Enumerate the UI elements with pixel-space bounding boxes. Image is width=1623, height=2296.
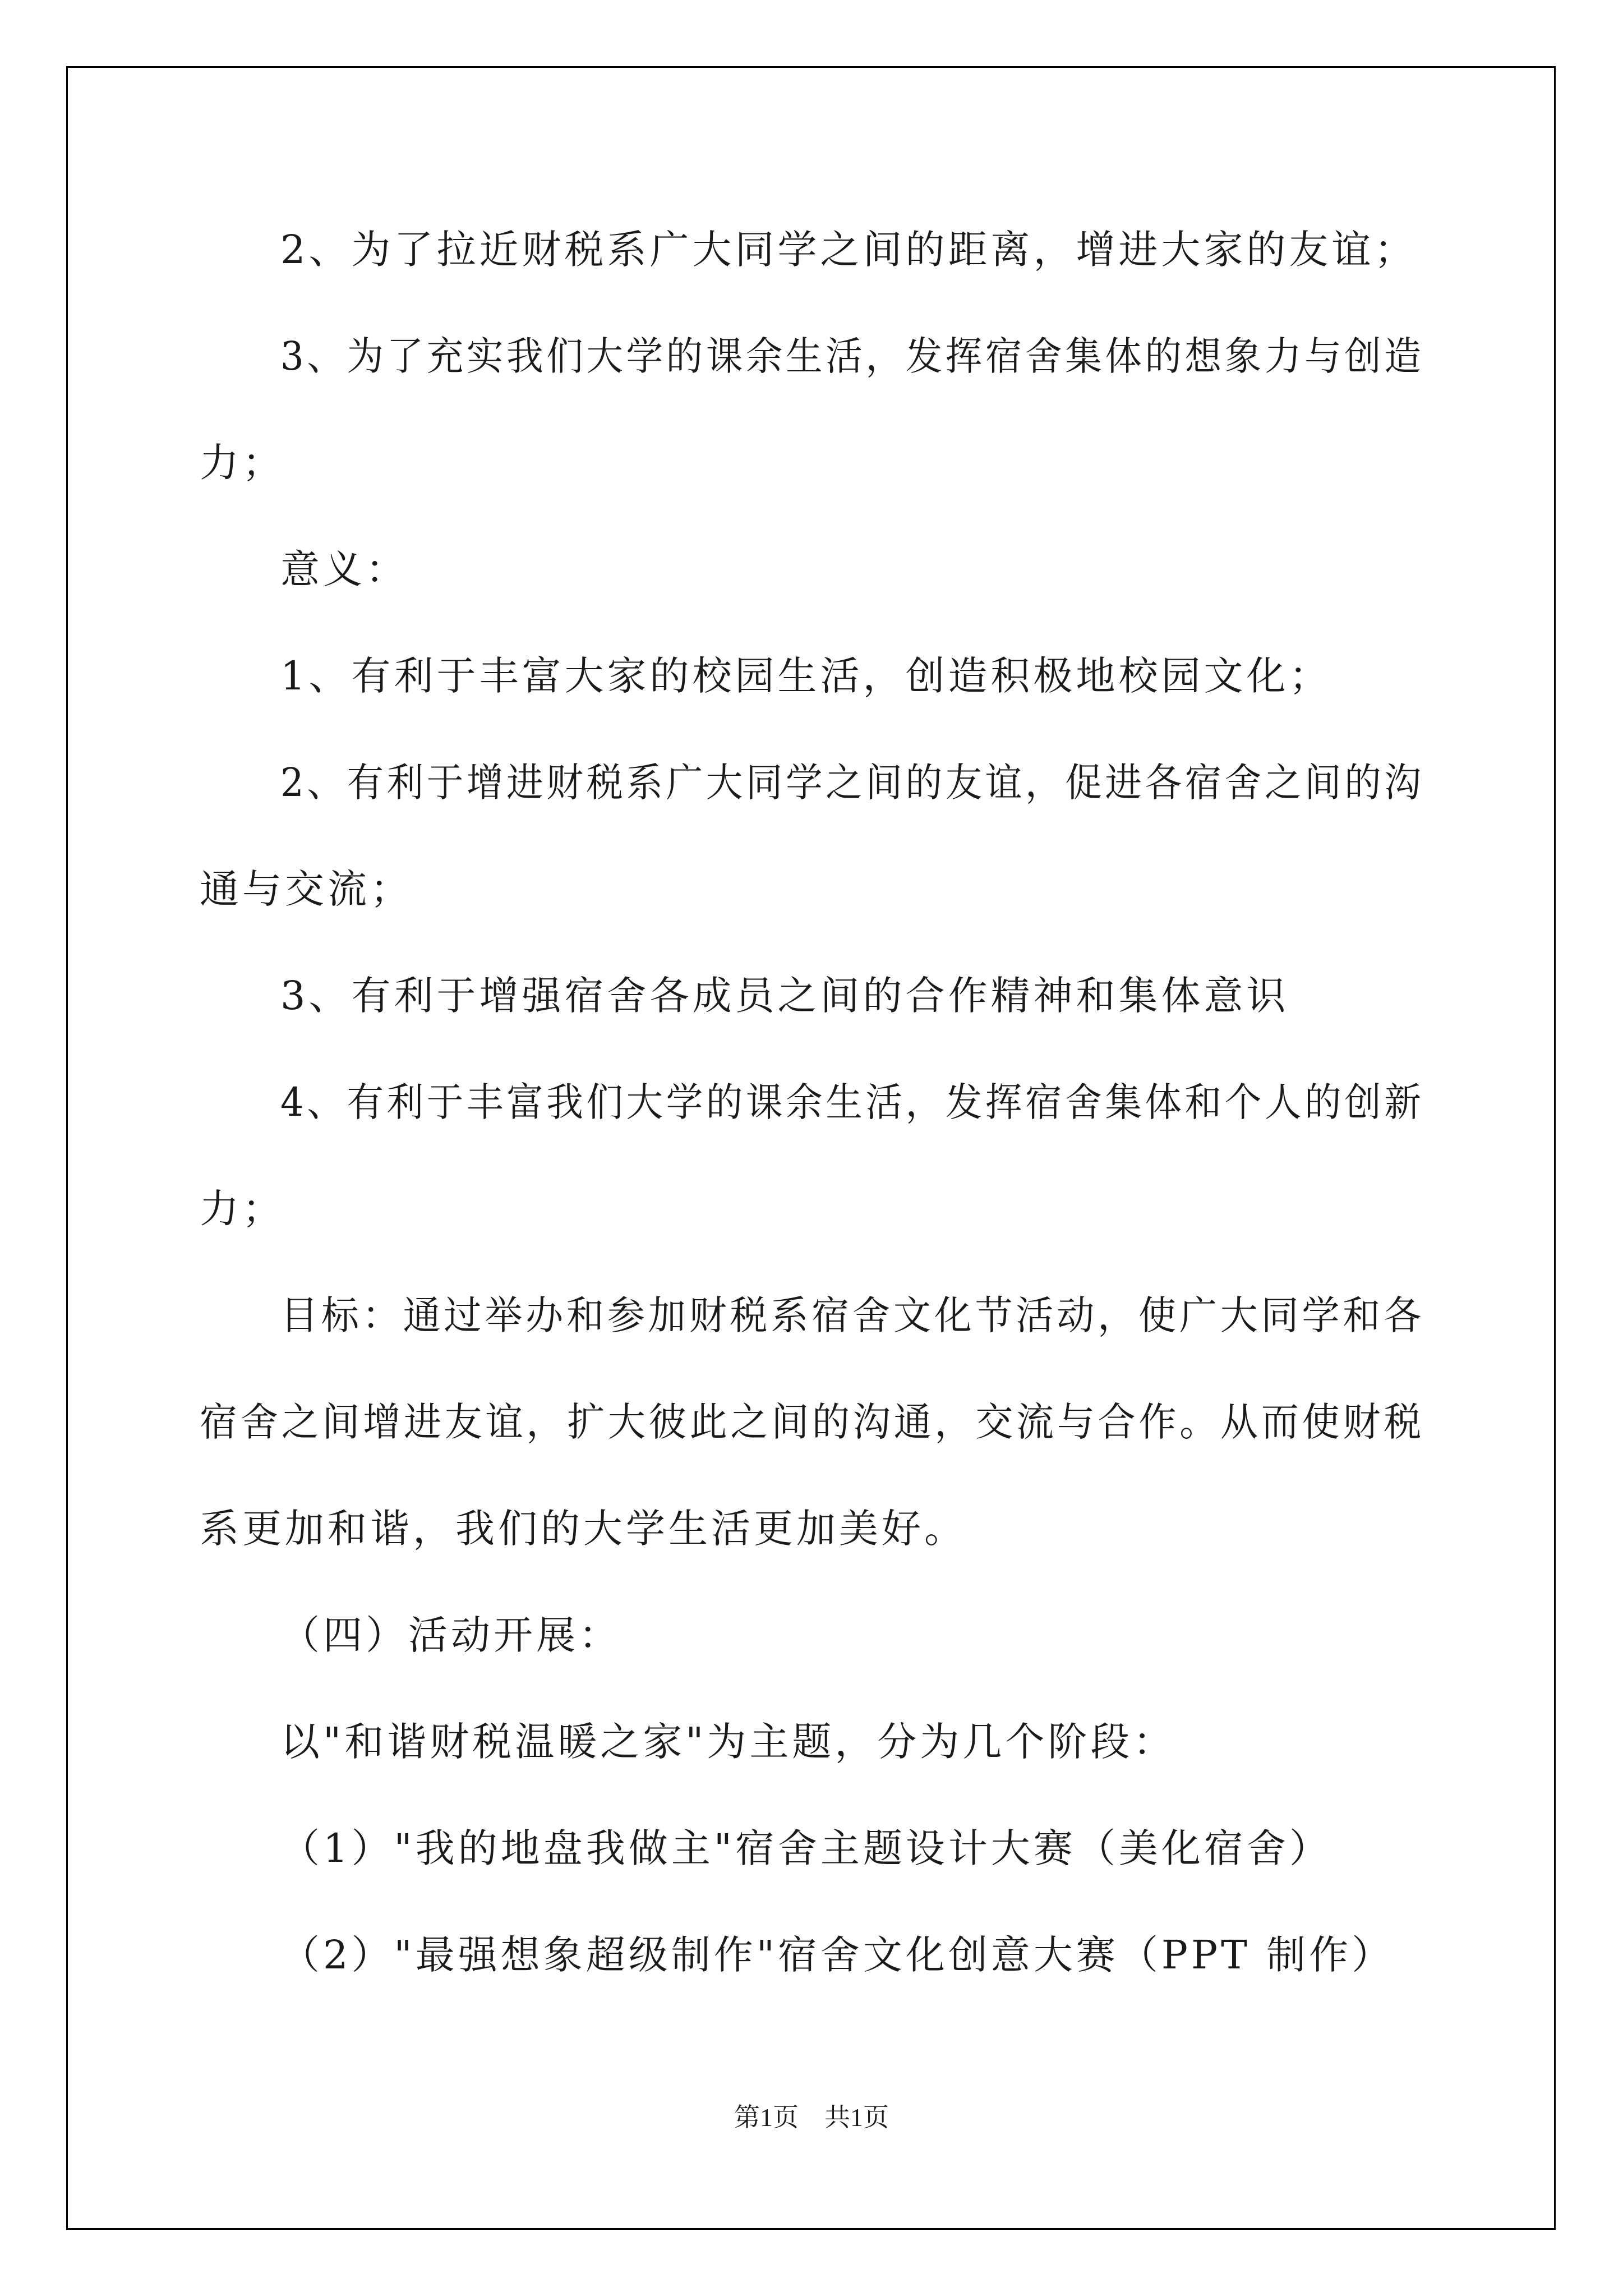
text-line-2: 3、为了充实我们大学的课余生活，发挥宿舍集体的想象力与创造 [280,333,1424,379]
text-line-14: （四）活动开展： [280,1612,621,1658]
text-line-11: 目标：通过举办和参加财税系宿舍文化节活动，使广大同学和各 [280,1292,1424,1338]
text-line-12: 宿舍之间增进友谊，扩大彼此之间的沟通，交流与合作。从而使财税 [200,1399,1424,1445]
text-line-13: 系更加和谐，我们的大学生活更加美好。 [200,1506,967,1552]
text-line-3: 力； [200,440,285,486]
text-line-17: （2）"最强想象超级制作"宿舍文化创意大赛（PPT 制作） [280,1932,1395,1978]
text-line-4: 意义： [280,546,408,592]
text-line-6: 2、有利于增进财税系广大同学之间的友谊，促进各宿舍之间的沟 [280,760,1424,806]
text-line-1: 2、为了拉近财税系广大同学之间的距离，增进大家的友谊； [280,227,1417,273]
page-border [66,66,1556,2230]
text-line-9: 4、有利于丰富我们大学的课余生活，发挥宿舍集体和个人的创新 [280,1079,1424,1125]
text-line-16: （1）"我的地盘我做主"宿舍主题设计大赛（美化宿舍） [280,1825,1332,1871]
text-line-8: 3、有利于增强宿舍各成员之间的合作精神和集体意识 [280,973,1289,1019]
page-footer: 第1页 共1页 [734,2103,889,2132]
text-line-7: 通与交流； [200,866,413,912]
text-line-10: 力； [200,1186,285,1232]
text-line-15: 以"和谐财税温暖之家"为主题，分为几个阶段： [280,1719,1176,1765]
text-line-5: 1、有利于丰富大家的校园生活，创造积极地校园文化； [280,653,1332,699]
